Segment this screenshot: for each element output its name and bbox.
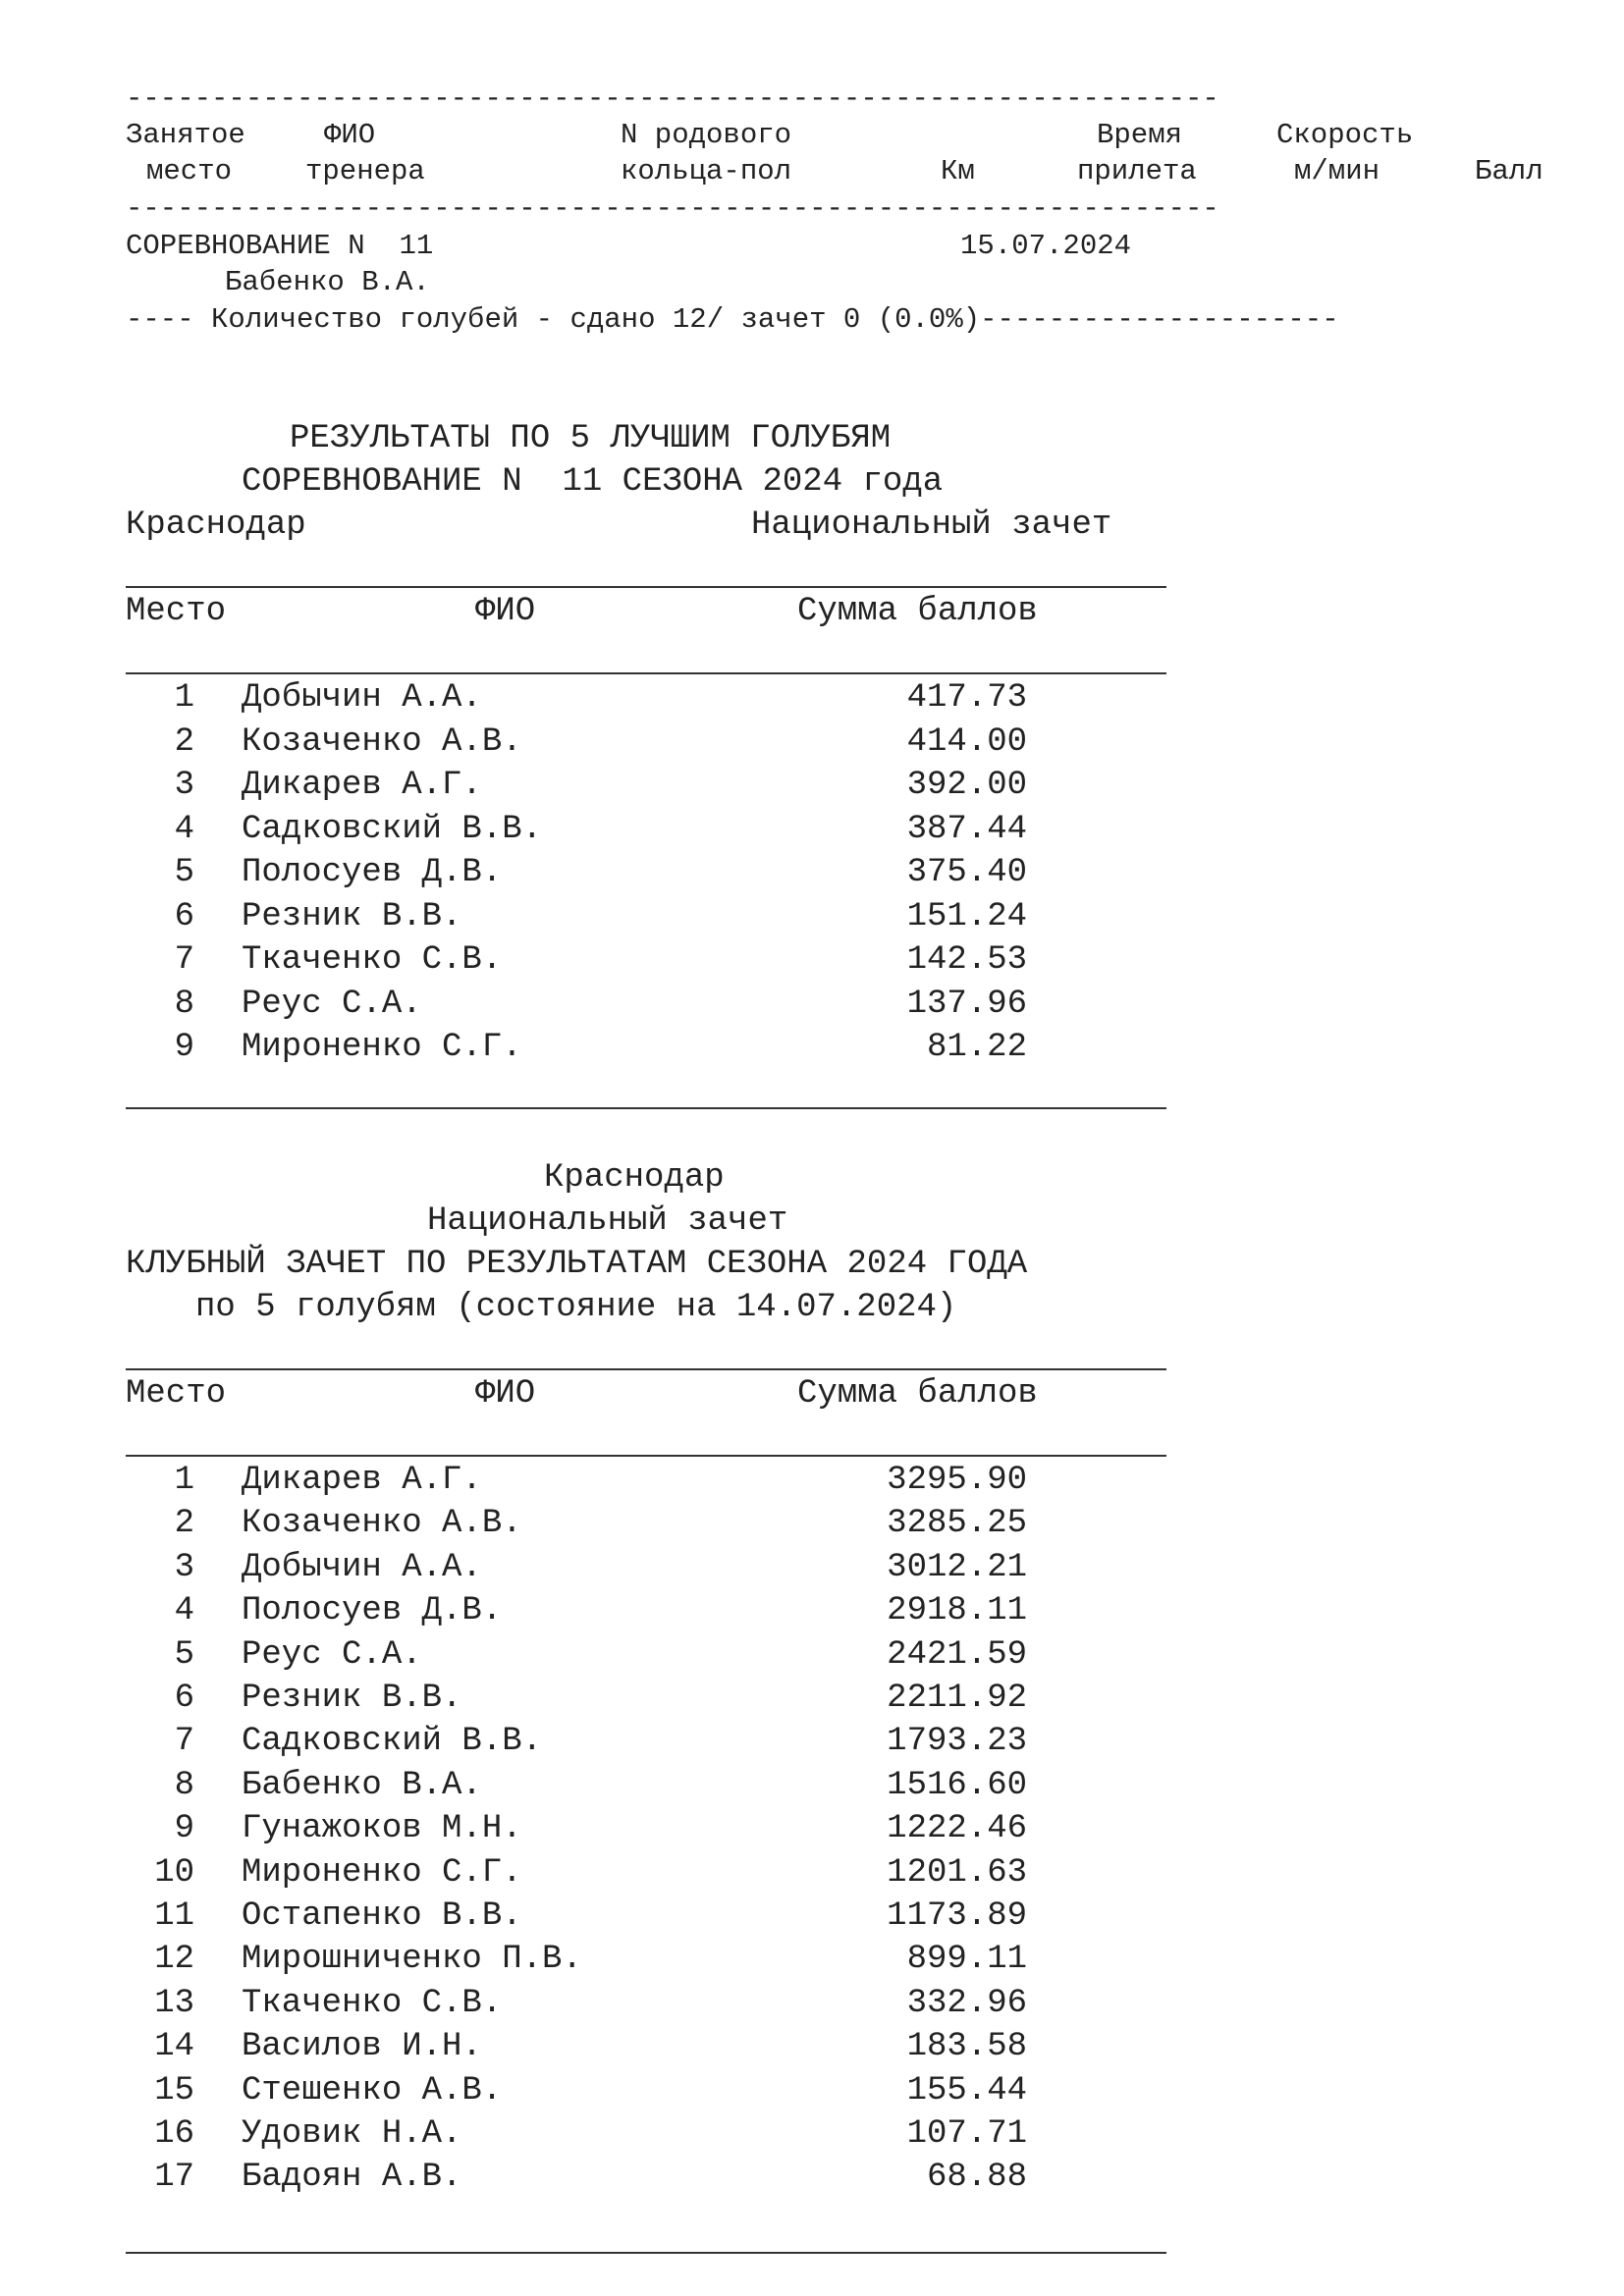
row-place: 16 [154, 2115, 194, 2153]
row-score: 392.00 [906, 767, 1027, 804]
row-name: Ткаченко С.В. [242, 1984, 503, 2022]
row-place: 14 [154, 2028, 194, 2066]
section1-category: Национальный зачет [751, 507, 1112, 544]
section1-col-sum: Сумма баллов [797, 593, 1038, 630]
row-score: 1173.89 [887, 1897, 1027, 1935]
row-score: 142.53 [906, 941, 1027, 979]
row-place: 11 [154, 1897, 194, 1935]
row-name: Реус С.А. [242, 1635, 422, 1674]
row-score: 899.11 [906, 1941, 1027, 1979]
row-name: Реус С.А. [242, 985, 422, 1023]
row-place: 6 [174, 897, 194, 935]
row-score: 1793.23 [887, 1723, 1027, 1761]
section1-title: РЕЗУЛЬТАТЫ ПО 5 ЛУЧШИМ ГОЛУБЯМ [290, 420, 892, 457]
row-name: Дикарев А.Г. [242, 767, 482, 804]
row-name: Удовик Н.А. [242, 2115, 462, 2153]
row-place: 10 [154, 1853, 194, 1892]
row-score: 151.24 [906, 897, 1027, 935]
competition-date: 15.07.2024 [960, 230, 1132, 262]
row-place: 3 [174, 767, 194, 804]
competition-summary: Количество голубей - сдано 12/ зачет 0 (0.0%) [211, 303, 981, 336]
row-place: 5 [174, 854, 194, 891]
row-place: 1 [174, 679, 194, 717]
row-name: Добычин А.А. [242, 1548, 482, 1586]
row-score: 2421.59 [887, 1635, 1027, 1674]
row-score: 3012.21 [887, 1548, 1027, 1586]
row-name: Мирошниченко П.В. [242, 1941, 582, 1979]
row-place: 2 [174, 1505, 194, 1543]
row-place: 8 [174, 985, 194, 1023]
row-score: 414.00 [906, 722, 1027, 761]
section2-category: Национальный зачет [427, 1202, 788, 1240]
row-score: 2918.11 [887, 1592, 1027, 1630]
section1-col-name: ФИО [475, 593, 536, 630]
row-place: 8 [174, 1766, 194, 1804]
header-col-speed-line1: Скорость [1276, 119, 1414, 151]
section2-city: Краснодар [544, 1159, 725, 1197]
row-score: 332.96 [906, 1984, 1027, 2022]
row-score: 107.71 [906, 2115, 1027, 2153]
header-col-ring-line1: N родового [621, 119, 792, 151]
section1-col-place: Место [126, 593, 227, 630]
section2-col-place: Место [126, 1375, 227, 1413]
header-col-name-line2: тренера [305, 155, 425, 187]
header-col-place-line2: место [146, 155, 233, 187]
row-place: 7 [174, 941, 194, 979]
header-col-time-line2: прилета [1077, 155, 1197, 187]
row-score: 3295.90 [887, 1462, 1027, 1499]
row-place: 12 [154, 1941, 194, 1979]
row-name: Мироненко С.Г. [242, 1029, 522, 1066]
competition-summary-line: ---- Количество голубей - сдано 12/ зачет 0 (0.0%)--------------------- [126, 303, 1339, 336]
row-score: 68.88 [926, 2159, 1027, 2197]
row-place: 4 [174, 1592, 194, 1630]
competition-title: СОРЕВНОВАНИЕ N 11 [126, 230, 434, 262]
row-name: Мироненко С.Г. [242, 1853, 522, 1892]
row-name: Полосуев Д.В. [242, 1592, 503, 1630]
row-score: 155.44 [906, 2071, 1027, 2109]
row-place: 3 [174, 1548, 194, 1586]
competition-trainer: Бабенко В.А. [225, 266, 430, 298]
row-name: Бабенко В.А. [242, 1766, 482, 1804]
section2-rule-top [126, 1368, 1166, 1370]
row-score: 387.44 [906, 810, 1027, 848]
row-name: Садковский В.В. [242, 810, 543, 848]
row-place: 13 [154, 1984, 194, 2022]
row-name: Остапенко В.В. [242, 1897, 522, 1935]
row-name: Дикарев А.Г. [242, 1462, 482, 1499]
header-col-km: Км [941, 155, 975, 187]
header-col-speed-line2: м/мин [1294, 155, 1380, 187]
row-place: 9 [174, 1810, 194, 1848]
row-place: 4 [174, 810, 194, 848]
section1-rule-bottom [126, 1107, 1166, 1109]
row-place: 5 [174, 1635, 194, 1674]
row-score: 81.22 [926, 1029, 1027, 1066]
section2-title: КЛУБНЫЙ ЗАЧЕТ ПО РЕЗУЛЬТАТАМ СЕЗОНА 2024 ГОДА [126, 1246, 1028, 1283]
row-name: Резник В.В. [242, 897, 462, 935]
header-dash-rule-top: ---------------------------------------------------------------- [126, 82, 1219, 115]
row-score: 417.73 [906, 679, 1027, 717]
row-name: Козаченко А.В. [242, 1505, 522, 1543]
row-place: 9 [174, 1029, 194, 1066]
row-score: 137.96 [906, 985, 1027, 1023]
row-name: Стешенко А.В. [242, 2071, 503, 2109]
row-score: 3285.25 [887, 1505, 1027, 1543]
row-score: 375.40 [906, 854, 1027, 891]
row-name: Бадоян А.В. [242, 2159, 462, 2197]
row-score: 1201.63 [887, 1853, 1027, 1892]
row-place: 15 [154, 2071, 194, 2109]
section2-col-name: ФИО [475, 1375, 536, 1413]
header-dash-rule-bottom: ---------------------------------------------------------------- [126, 192, 1219, 225]
header-col-time-line1: Время [1097, 119, 1183, 151]
row-place: 2 [174, 722, 194, 761]
row-place: 1 [174, 1462, 194, 1499]
section2-rule-bottom [126, 2252, 1166, 2254]
row-score: 1516.60 [887, 1766, 1027, 1804]
section1-city: Краснодар [126, 507, 306, 544]
section2-rule-header [126, 1455, 1166, 1457]
row-name: Ткаченко С.В. [242, 941, 503, 979]
section2-col-sum: Сумма баллов [797, 1375, 1038, 1413]
section1-rule-top [126, 586, 1166, 588]
section2-subtitle: по 5 голубям (состояние на 14.07.2024) [195, 1289, 957, 1326]
row-score: 2211.92 [887, 1680, 1027, 1717]
row-score: 183.58 [906, 2028, 1027, 2066]
header-col-ring-line2: кольца-пол [621, 155, 792, 187]
row-name: Гунажоков М.Н. [242, 1810, 522, 1848]
header-col-name-line1: ФИО [324, 119, 376, 151]
row-place: 17 [154, 2159, 194, 2197]
row-name: Козаченко А.В. [242, 722, 522, 761]
row-name: Добычин А.А. [242, 679, 482, 717]
row-name: Резник В.В. [242, 1680, 462, 1717]
section1-rule-header [126, 672, 1166, 674]
header-col-place-line1: Занятое [126, 119, 245, 151]
row-name: Садковский В.В. [242, 1723, 543, 1761]
row-score: 1222.46 [887, 1810, 1027, 1848]
row-name: Полосуев Д.В. [242, 854, 503, 891]
row-place: 6 [174, 1680, 194, 1717]
row-name: Василов И.Н. [242, 2028, 482, 2066]
section1-subtitle: СОРЕВНОВАНИЕ N 11 СЕЗОНА 2024 года [242, 463, 944, 501]
header-col-points: Балл [1475, 155, 1543, 187]
row-place: 7 [174, 1723, 194, 1761]
